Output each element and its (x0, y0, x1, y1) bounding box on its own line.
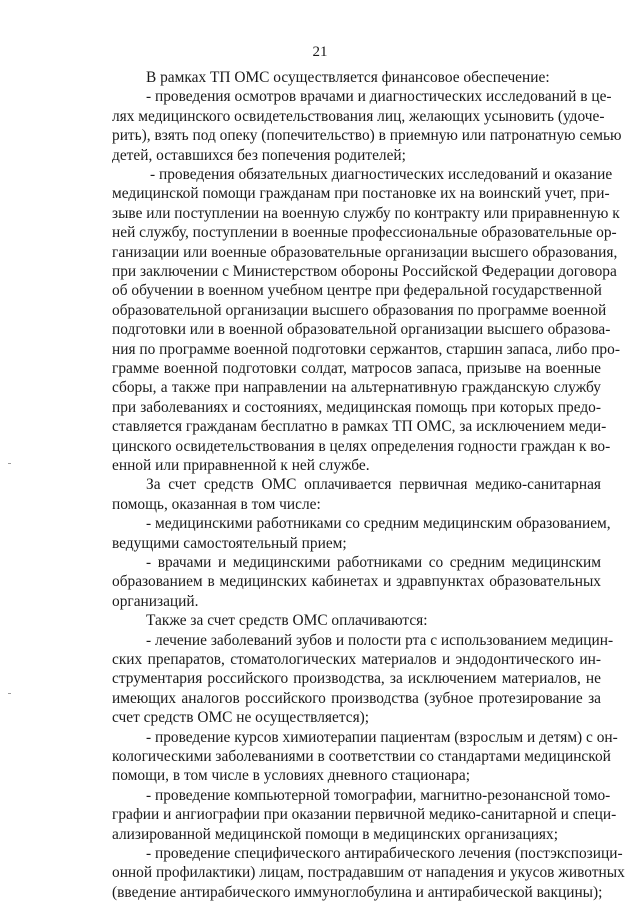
text-line: об обучении в военном учебном центре при федеральной государственной (112, 282, 602, 300)
text-line: ских препаратов, стоматологических материалов и эндодонтического ин- (112, 651, 601, 668)
text-line: - проведение компьютерной томографии, магнитно-резонансной томо- (146, 786, 611, 804)
text-line: счет средств ОМС не осуществляется); (112, 709, 370, 727)
text-line: при заболеваниях и состояниях, медицинская помощь при которых предо- (112, 398, 601, 416)
text-line: - медицинскими работниками со средним медицинским образованием, (146, 515, 611, 533)
text-line: - лечение заболеваний зубов и полости рта с использованием медицин- (146, 631, 614, 649)
text-line: образованием в медицинских кабинетах и здравпунктах образовательных (112, 573, 601, 591)
text-line: помощь, оказанная в том числе: (112, 495, 321, 513)
text-line: струментария российского производства, за исключением материалов, не (112, 670, 601, 688)
margin-mark (8, 463, 11, 464)
text-line: - проведение курсов химиотерапии пациентам (взрослым и детям) с он- (146, 728, 618, 746)
text-line: ализированной медицинской помощи в медицинских организациях; (112, 825, 558, 843)
text-line: - проведения осмотров врачами и диагностических исследований в це- (146, 88, 612, 106)
text-line: ставляется гражданам бесплатно в рамках ТП ОМС, за исключением меди- (112, 418, 607, 436)
text-line: зыве или поступлении на военную службу по контракту или приравненную к (112, 204, 620, 222)
text-line: имеющих аналогов российского производства (зубное протезирование за (112, 689, 601, 707)
text-line: онной профилактики) лицам, пострадавшим от нападения и укусов животных (112, 864, 625, 882)
text-line: лях медицинского освидетельствования лиц, желающих усыновить (удоче- (112, 107, 605, 125)
text-line: детей, оставшихся без попечения родителей; (112, 146, 406, 164)
text-line: организаций. (112, 592, 199, 610)
text-line: (введение антирабического иммуноглобулина и антирабической вакцины); (112, 883, 603, 901)
text-line: - проведение специфического антирабического лечения (постэкспозици- (146, 845, 623, 862)
text-line: помощи, в том числе в условиях дневного стационара; (112, 767, 470, 785)
text-line: сборы, а также при направлении на альтернативную гражданскую службу (112, 379, 601, 397)
text-line: образовательной организации высшего образования по программе военной (112, 301, 607, 319)
text-line: Также за счет средств ОМС оплачиваются: (146, 612, 428, 630)
text-line: За счет средств ОМС оплачивается первичная медико-санитарная (146, 476, 601, 494)
text-line: ганизации или военные образовательные организации высшего образования, (112, 243, 618, 261)
text-line: ней службу, поступлении в военные профессиональные образовательные ор- (112, 224, 617, 242)
text-line: при заключении с Министерством обороны Российской Федерации договора (112, 263, 617, 280)
page-number: 21 (312, 44, 328, 60)
text-line: медицинской помощи гражданам при постановке их на воинский учет, при- (112, 185, 610, 203)
text-line: графии и ангиографии при оказании первичной медико-санитарной и специ- (112, 806, 617, 824)
text-line: - проведения обязательных диагностических исследований и оказание (150, 166, 613, 183)
text-line: ния по программе военной подготовки сержантов, старшин запаса, либо про- (112, 340, 620, 358)
margin-mark (8, 693, 11, 694)
text-line: В рамках ТП ОМС осуществляется финансовое обеспечение: (146, 69, 550, 86)
text-line: кологическими заболеваниями в соответствии со стандартами медицинской (112, 748, 611, 765)
text-line: рить), взять под опеку (попечительство) в приемную или патронатную семью (112, 127, 622, 145)
text-line: ведущими самостоятельный прием; (112, 534, 347, 552)
text-line: подготовки или в военной образовательной организации высшего образова- (112, 321, 611, 339)
text-line: цинского освидетельствования в целях определения годности граждан к во- (112, 437, 611, 455)
text-line: - врачами и медицинскими работниками со средним медицинским (146, 554, 601, 571)
text-line: грамме военной подготовки солдат, матросов запаса, призыве на военные (112, 360, 601, 377)
text-line: енной или приравненной к ней службе. (112, 457, 370, 474)
